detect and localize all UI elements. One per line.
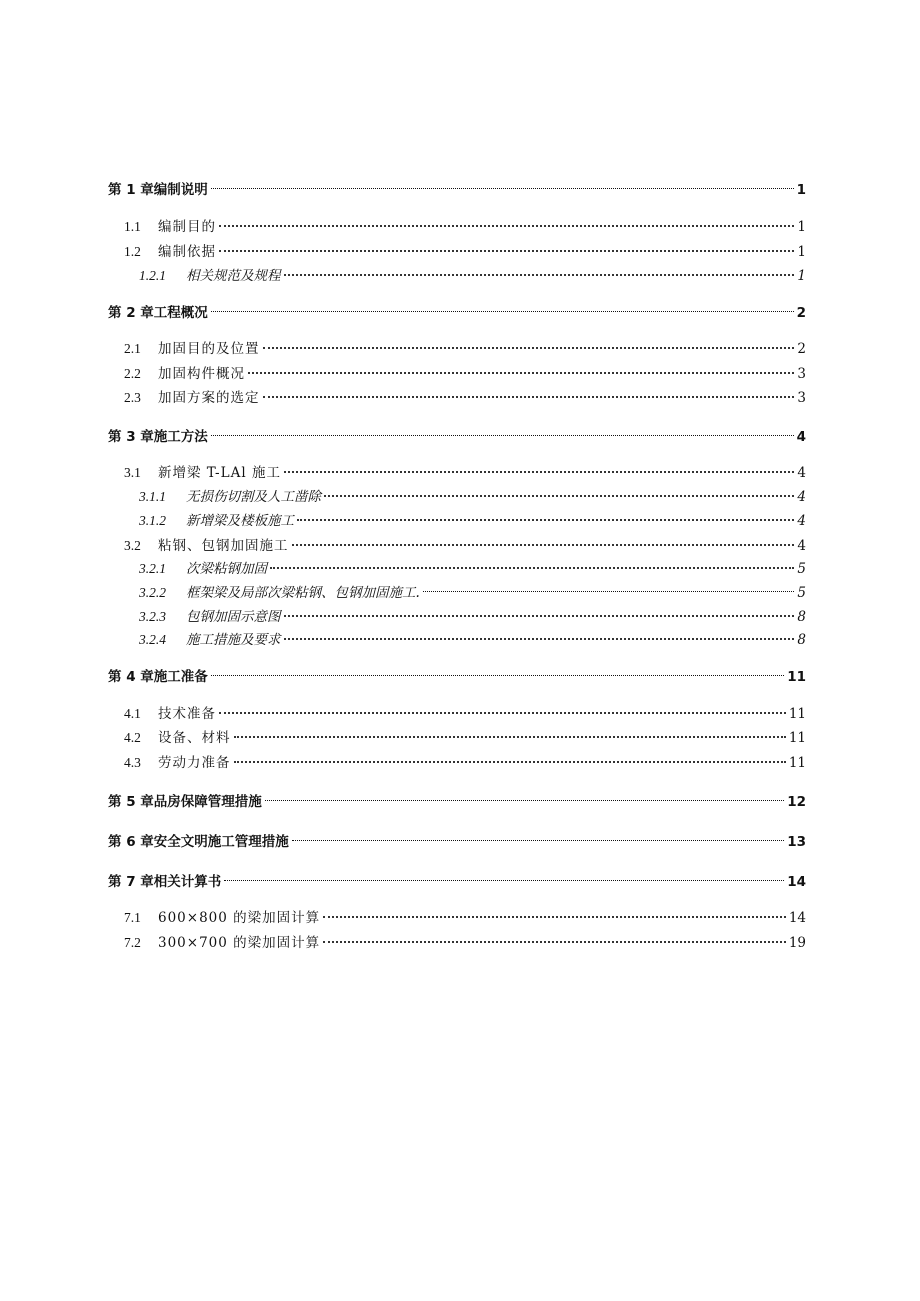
toc-entry-title: 第 2 章工程概况 <box>108 305 208 321</box>
toc-dot-leader <box>263 333 795 353</box>
toc-page-number: 3 <box>797 390 806 406</box>
toc-dot-leader <box>248 358 794 378</box>
toc-section-entry[interactable] <box>108 358 806 382</box>
toc-dot-leader <box>211 661 784 681</box>
toc-subsection-entry[interactable] <box>108 553 806 577</box>
toc-entry-number: 4.1 <box>124 706 141 721</box>
toc-entry-number: 3.2.3 <box>139 609 166 624</box>
toc-page-number: 11 <box>788 730 806 746</box>
toc-section-entry[interactable] <box>108 211 806 235</box>
toc-entry-title: 编制依据 <box>158 244 216 260</box>
toc-page-number: 2 <box>797 341 806 357</box>
toc-dot-leader <box>284 457 794 477</box>
toc-entry-title: 新增梁 T-LAl 施工 <box>158 465 281 481</box>
toc-chapter-entry[interactable] <box>108 786 806 810</box>
toc-dot-leader <box>297 505 794 525</box>
toc-page-number: 4 <box>797 465 806 481</box>
toc-entry-title: 第 1 章编制说明 <box>108 182 208 198</box>
toc-page-number: 1 <box>797 244 806 260</box>
toc-entry-number: 7.1 <box>124 910 141 925</box>
table-of-contents <box>108 0 806 1301</box>
toc-dot-leader <box>263 382 795 402</box>
toc-entry-number: 7.2 <box>124 935 141 950</box>
toc-section-entry[interactable] <box>108 902 806 926</box>
toc-dot-leader <box>219 698 786 718</box>
toc-dot-leader <box>211 297 794 317</box>
toc-dot-leader <box>270 553 794 573</box>
toc-entry-number: 1.2.1 <box>139 268 166 283</box>
toc-entry-title: 编制目的 <box>158 219 216 235</box>
toc-entry-title: 劳动力准备 <box>158 755 231 771</box>
toc-dot-leader <box>292 826 784 846</box>
toc-dot-leader <box>219 211 794 231</box>
toc-page-number: 4 <box>797 489 806 505</box>
toc-entry-number: 3.1.2 <box>139 513 166 528</box>
toc-entry-number: 2.3 <box>124 390 141 405</box>
toc-section-entry[interactable] <box>108 698 806 722</box>
toc-page-number: 4 <box>797 538 806 554</box>
toc-page-number: 14 <box>788 910 806 926</box>
toc-dot-leader <box>211 174 794 194</box>
toc-entry-title: 第 6 章安全文明施工管理措施 <box>108 834 289 850</box>
toc-chapter-entry[interactable] <box>108 661 806 685</box>
toc-page-number: 5 <box>797 561 806 577</box>
toc-entry-number: 1.2 <box>124 244 141 259</box>
toc-entry-number: 3.2 <box>124 538 141 553</box>
toc-entry-number: 3.2.2 <box>139 585 166 600</box>
toc-dot-leader <box>284 624 795 644</box>
toc-page-number: 11 <box>788 755 806 771</box>
toc-dot-leader <box>284 601 795 621</box>
toc-entry-number: 3.1.1 <box>139 489 166 504</box>
toc-entry-title: 300×700 的梁加固计算 <box>158 935 321 951</box>
toc-entry-number: 2.1 <box>124 341 141 356</box>
toc-entry-title: 粘钢、包钢加固施工 <box>158 538 289 554</box>
toc-section-entry[interactable] <box>108 747 806 771</box>
toc-entry-title: 包钢加固示意图 <box>186 609 281 625</box>
toc-subsection-entry[interactable] <box>108 577 806 601</box>
toc-section-entry[interactable] <box>108 722 806 746</box>
toc-dot-leader <box>234 722 786 742</box>
toc-entry-title: 设备、材料 <box>158 730 231 746</box>
toc-section-entry[interactable] <box>108 333 806 357</box>
toc-page-number: 1 <box>797 268 806 284</box>
toc-subsection-entry[interactable] <box>108 260 806 284</box>
toc-chapter-entry[interactable] <box>108 826 806 850</box>
toc-dot-leader <box>234 747 786 767</box>
toc-section-entry[interactable] <box>108 457 806 481</box>
toc-entry-title: 第 5 章品房保障管理措施 <box>108 794 262 810</box>
toc-dot-leader <box>219 236 794 256</box>
toc-entry-title: 框架梁及局部次梁粘钢、包钢加固施工. <box>186 585 420 601</box>
toc-page-number: 3 <box>797 366 806 382</box>
toc-entry-title: 加固方案的选定 <box>158 390 260 406</box>
toc-chapter-entry[interactable] <box>108 421 806 445</box>
toc-entry-title: 次梁粘钢加固 <box>186 561 267 577</box>
toc-entry-title: 技术准备 <box>158 706 216 722</box>
toc-entry-title: 加固构件概况 <box>158 366 245 382</box>
toc-entry-title: 加固目的及位置 <box>158 341 260 357</box>
toc-dot-leader <box>323 927 786 947</box>
toc-page-number: 8 <box>797 632 806 648</box>
toc-dot-leader <box>324 481 794 501</box>
toc-dot-leader <box>323 902 786 922</box>
toc-page-number: 2 <box>796 305 806 321</box>
toc-subsection-entry[interactable] <box>108 481 806 505</box>
toc-page-number: 5 <box>797 585 806 601</box>
toc-entry-number: 4.3 <box>124 755 141 770</box>
toc-entry-number: 2.2 <box>124 366 141 381</box>
toc-page-number: 13 <box>787 834 806 850</box>
toc-entry-number: 1.1 <box>124 219 141 234</box>
toc-entry-title: 无损伤切割及人工凿除 <box>186 489 321 505</box>
toc-section-entry[interactable] <box>108 927 806 951</box>
toc-page-number: 19 <box>788 935 806 951</box>
toc-chapter-entry[interactable] <box>108 174 806 198</box>
toc-entry-title: 新增梁及楼板施工 <box>186 513 294 529</box>
toc-entry-number: 3.1 <box>124 465 141 480</box>
toc-entry-title: 第 7 章相关计算书 <box>108 874 222 890</box>
toc-entry-number: 3.2.4 <box>139 632 166 647</box>
toc-page-number: 1 <box>797 219 806 235</box>
toc-page-number: 12 <box>787 794 806 810</box>
toc-subsection-entry[interactable] <box>108 601 806 625</box>
toc-page-number: 1 <box>796 182 806 198</box>
toc-dot-leader <box>265 786 784 806</box>
toc-dot-leader <box>284 260 795 280</box>
toc-entry-number: 4.2 <box>124 730 141 745</box>
toc-section-entry[interactable] <box>108 236 806 260</box>
toc-subsection-entry[interactable] <box>108 624 806 648</box>
toc-section-entry[interactable] <box>108 530 806 554</box>
toc-entry-title: 施工措施及要求 <box>186 632 281 648</box>
toc-chapter-entry[interactable] <box>108 866 806 890</box>
toc-entry-title: 600×800 的梁加固计算 <box>158 910 321 926</box>
toc-page-number: 11 <box>788 706 806 722</box>
toc-entry-title: 相关规范及规程 <box>186 268 281 284</box>
toc-chapter-entry[interactable] <box>108 297 806 321</box>
toc-subsection-entry[interactable] <box>108 505 806 529</box>
toc-dot-leader <box>224 866 784 886</box>
toc-dot-leader <box>292 530 795 550</box>
toc-page-number: 14 <box>787 874 806 890</box>
toc-entry-number: 3.2.1 <box>139 561 166 576</box>
toc-page-number: 4 <box>797 513 806 529</box>
toc-page-number: 11 <box>787 669 806 685</box>
toc-page-number: 8 <box>797 609 806 625</box>
toc-dot-leader <box>423 577 795 597</box>
toc-page-number: 4 <box>796 429 806 445</box>
toc-entry-title: 第 3 章施工方法 <box>108 429 208 445</box>
toc-entry-title: 第 4 章施工准备 <box>108 669 208 685</box>
toc-dot-leader <box>211 421 794 441</box>
toc-section-entry[interactable] <box>108 382 806 406</box>
